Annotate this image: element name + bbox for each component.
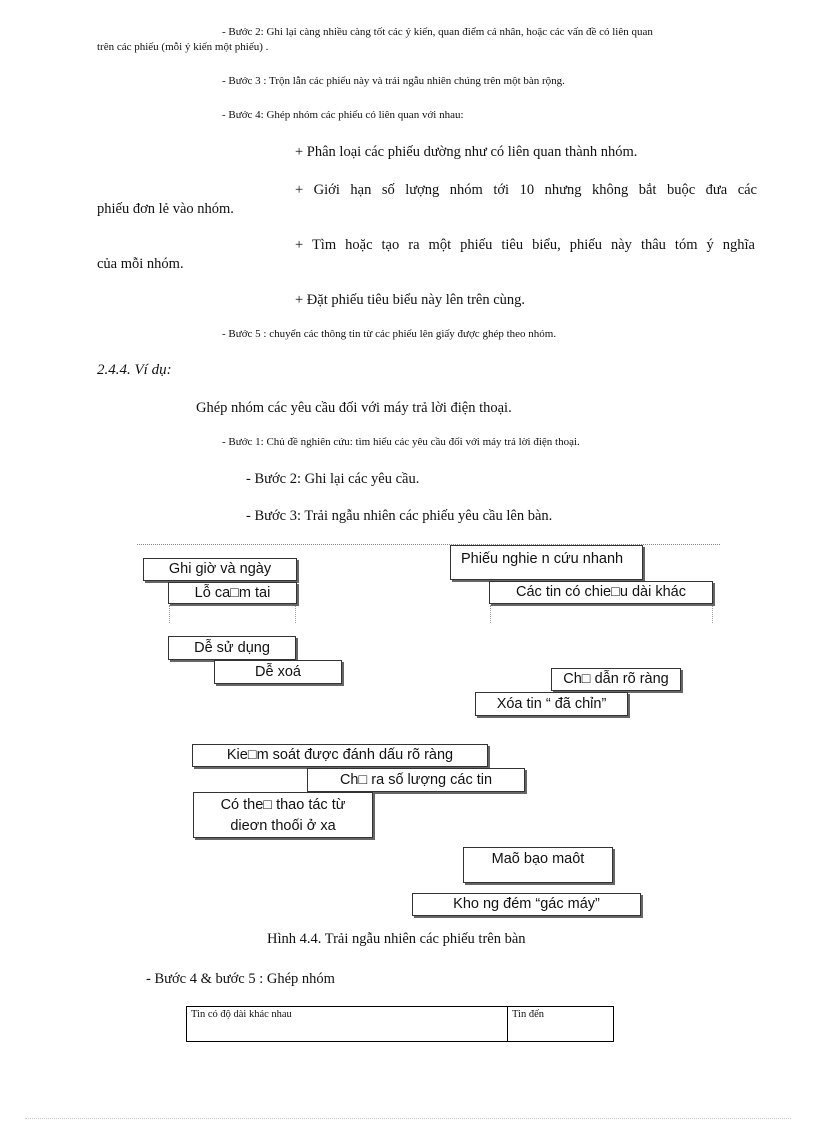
card-thao-tac-line1: Có the□ thao tác từ [220,797,346,813]
example-intro: Ghép nhóm các yêu cầu đối với máy trả lời điện thoại. [196,400,512,416]
card-chi-ra: Ch□ ra số lượng các tin [307,768,525,792]
step4-text: - Bước 4: Ghép nhóm các phiếu có liên quan với nhau: [222,109,464,121]
step5-text: - Bước 5 : chuyển các thông tin từ các phiếu lên giấy được ghép theo nhóm. [222,328,557,340]
table-cell-col1: Tin có độ dài khác nhau [187,1007,508,1042]
card-thao-tac-xa [193,792,373,838]
table-tick [490,605,491,623]
card-xoa-tin: Xóa tin “ đã chỉn” [475,692,628,716]
example-step1: - Bước 1: Chủ đề nghiên cứu: tìm hiểu các yêu cầu đối với máy trả lời điện thoại. [222,436,580,448]
card-kiem-soat: Kie□m soát được đánh dấu rõ ràng [192,744,488,767]
substep-3-line2: của mỗi nhóm. [97,256,184,272]
grouping-table [186,1006,614,1042]
step45-text: - Bước 4 & bước 5 : Ghép nhóm [146,971,335,987]
card-cac-tin: Các tin có chie□u dài khác [489,581,713,604]
step3-text: - Bước 3 : Trộn lẫn các phiếu này và trải ngẫu nhiên chúng trên một bàn rộng. [222,75,565,87]
page-bottom-rule [25,1118,791,1119]
table-tick [295,605,296,623]
example-step2: - Bước 2: Ghi lại các yêu cầu. [246,471,420,487]
card-phieu-nghien-cuu: Phiếu nghie n cứu nhanh [450,545,643,580]
substep-4: + Đặt phiếu tiêu biểu này lên trên cùng. [295,292,526,308]
card-de-su-dung: Dễ sử dụng [168,636,296,660]
table-tick [712,605,713,623]
section-heading: 2.4.4. Ví dụ: [97,362,172,378]
figure-caption: Hình 4.4. Trải ngẫu nhiên các phiếu trên bàn [267,931,526,947]
substep-3-line1: + Tìm hoặc tạo ra một phiếu tiêu biểu, phiếu này thâu tóm ý nghĩa [295,237,755,253]
card-thao-tac-line2: dieơn thoối ở xa [230,818,336,834]
card-ghi-gio: Ghi giờ và ngày [143,558,297,581]
table-tick [169,605,170,623]
card-lo-cam-tai: Lỗ ca□m tai [168,582,297,604]
card-chi-dan: Ch□ dẫn rõ ràng [551,668,681,691]
card-khong-dem: Kho ng đém “gác máy” [412,893,641,916]
substep-1: + Phân loại các phiếu dường như có liên quan thành nhóm. [295,144,638,160]
card-ma-bao-mat: Maõ bạo maôt [463,847,613,883]
step2-line1: - Bước 2: Ghi lại càng nhiều càng tốt các ý kiến, quan điểm cá nhân, hoặc các vấn đề có liên quan [222,26,653,38]
step2-line2: trên các phiếu (mỗi ý kiến một phiếu) . [97,41,269,53]
substep-2-line1: + Giới hạn số lượng nhóm tới 10 nhưng không bắt buộc đưa các [295,182,757,198]
card-de-xoa: Dễ xoá [214,660,342,684]
table-cell-col2: Tin đến [508,1007,614,1042]
table-row [187,1007,614,1042]
substep-2-line2: phiếu đơn lẻ vào nhóm. [97,201,234,217]
example-step3: - Bước 3: Trải ngẫu nhiên các phiếu yêu cầu lên bàn. [246,508,553,524]
